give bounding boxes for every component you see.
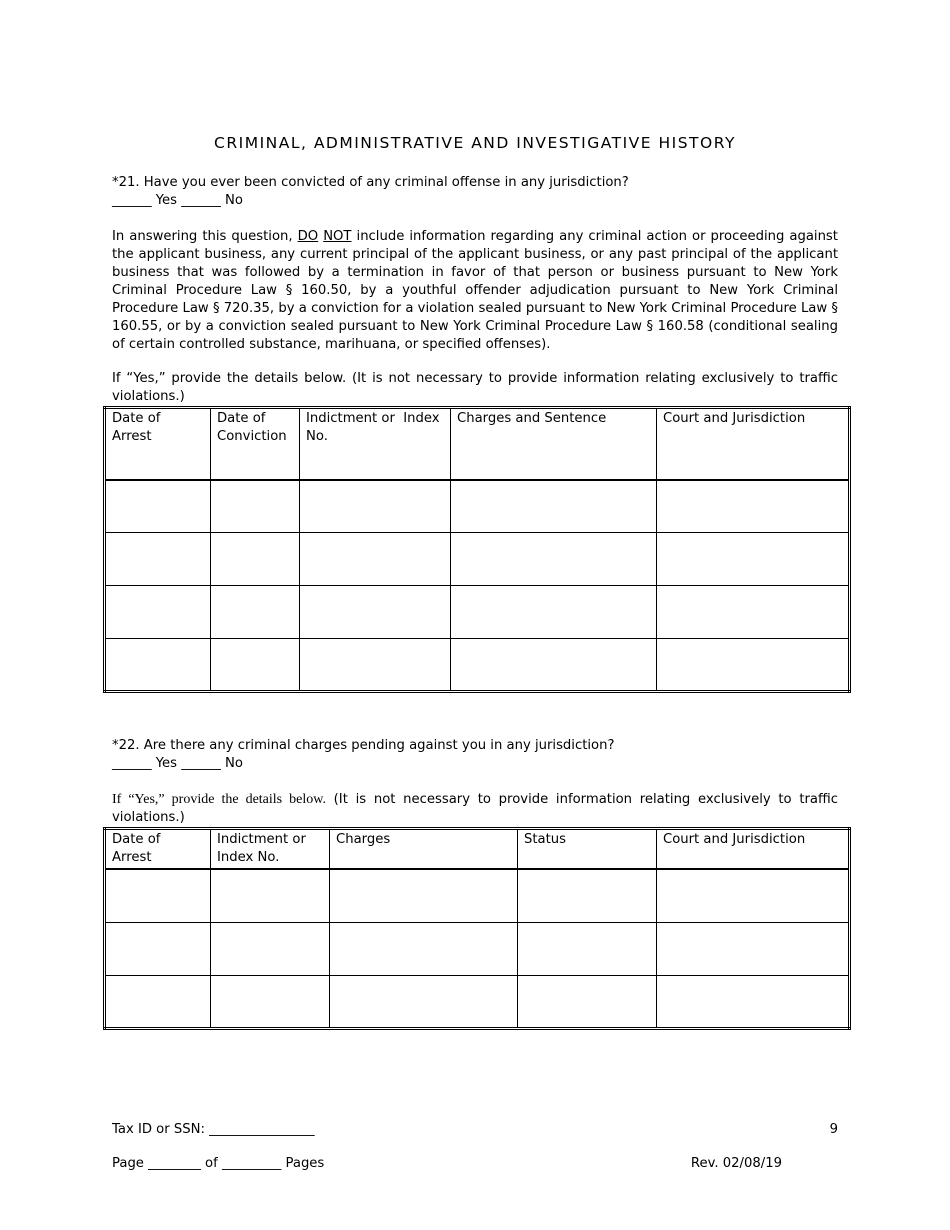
table-cell[interactable] <box>211 869 330 922</box>
not-word: NOT <box>323 229 352 244</box>
table-cell[interactable] <box>105 586 211 639</box>
table-cell[interactable] <box>330 922 518 975</box>
col-court-jurisdiction: Court and Jurisdiction <box>657 829 850 870</box>
table-row <box>105 586 850 639</box>
question-21-answer[interactable]: ______ Yes ______ No <box>112 193 243 208</box>
tax-id-field[interactable]: Tax ID or SSN: ________________ <box>112 1122 315 1137</box>
table-cell[interactable] <box>657 922 850 975</box>
question-21: *21. Have you ever been convicted of any criminal offense in any jurisdiction? <box>112 175 629 190</box>
col-indictment-index: Indictment or Index No. <box>211 829 330 870</box>
question-21-instructions-paragraph: In answering this question, DO NOT include information regarding any criminal action or proceeding against the applicant business, any current principal of the applicant business, or any past principal of the applicant business that was followed by a termination in favor of that person or business pursuant to New York Criminal Procedure Law § 160.50, by a youthful offender adjudication pursuant to New York Criminal Procedure Law § 720.35, by a conviction for a violation sealed pursuant to New York Criminal Procedure Law § 160.55, or by a conviction sealed pursuant to New York Criminal Procedure Law § 160.58 (conditional sealing of certain controlled substance, marihuana, or specified offenses). <box>112 229 838 352</box>
table-cell[interactable] <box>211 922 330 975</box>
table-cell[interactable] <box>657 639 850 692</box>
table-cell[interactable] <box>451 639 657 692</box>
col-charges: Charges <box>330 829 518 870</box>
page-title: CRIMINAL, ADMINISTRATIVE AND INVESTIGATIVE HISTORY <box>214 134 736 152</box>
table-cell[interactable] <box>657 533 850 586</box>
table-cell[interactable] <box>451 586 657 639</box>
col-court-jurisdiction: Court and Jurisdiction <box>657 408 850 480</box>
table-row <box>105 922 850 975</box>
col-status: Status <box>518 829 657 870</box>
col-charges-sentence: Charges and Sentence <box>451 408 657 480</box>
table-cell[interactable] <box>300 533 451 586</box>
col-date-of-conviction: Date of Conviction <box>211 408 300 480</box>
table-cell[interactable] <box>518 869 657 922</box>
table-cell[interactable] <box>211 586 300 639</box>
col-date-of-arrest: Date of Arrest <box>105 829 211 870</box>
table-cell[interactable] <box>105 922 211 975</box>
table-row <box>105 480 850 533</box>
table-row <box>105 533 850 586</box>
table-cell[interactable] <box>211 480 300 533</box>
table-cell[interactable] <box>657 586 850 639</box>
table-cell[interactable] <box>211 975 330 1028</box>
table-row <box>105 975 850 1028</box>
table-row <box>105 639 850 692</box>
table-cell[interactable] <box>300 480 451 533</box>
table-cell[interactable] <box>300 586 451 639</box>
page-number: 9 <box>829 1122 838 1137</box>
revision-date: Rev. 02/08/19 <box>690 1156 782 1171</box>
question-22-answer[interactable]: ______ Yes ______ No <box>112 756 243 771</box>
table-cell[interactable] <box>330 869 518 922</box>
table-cell[interactable] <box>657 480 850 533</box>
question-21-details-note: If “Yes,” provide the details below. (It is not necessary to provide information relating exclusively to traffic violations.) <box>112 371 838 404</box>
table-cell[interactable] <box>657 975 850 1028</box>
question-22-details-note: If “Yes,” provide the details below. (It is not necessary to provide information relating exclusively to traffic violations.) <box>112 792 838 825</box>
conviction-table <box>103 406 851 693</box>
table-row <box>105 869 850 922</box>
table-cell[interactable] <box>300 639 451 692</box>
do-word: DO <box>297 229 319 244</box>
page-count-field[interactable]: Page ________ of _________ Pages <box>112 1156 325 1171</box>
table-cell[interactable] <box>105 533 211 586</box>
table-cell[interactable] <box>518 922 657 975</box>
table-cell[interactable] <box>211 639 300 692</box>
table-cell[interactable] <box>105 639 211 692</box>
table-cell[interactable] <box>105 480 211 533</box>
table-cell[interactable] <box>518 975 657 1028</box>
table-cell[interactable] <box>451 533 657 586</box>
pending-charges-table <box>103 827 851 1030</box>
table-cell[interactable] <box>211 533 300 586</box>
col-date-of-arrest: Date of Arrest <box>105 408 211 480</box>
table-cell[interactable] <box>330 975 518 1028</box>
col-indictment-index: Indictment or Index No. <box>300 408 451 480</box>
table-cell[interactable] <box>105 869 211 922</box>
table-cell[interactable] <box>105 975 211 1028</box>
question-22: *22. Are there any criminal charges pending against you in any jurisdiction? <box>112 738 615 753</box>
table-cell[interactable] <box>657 869 850 922</box>
table-cell[interactable] <box>451 480 657 533</box>
